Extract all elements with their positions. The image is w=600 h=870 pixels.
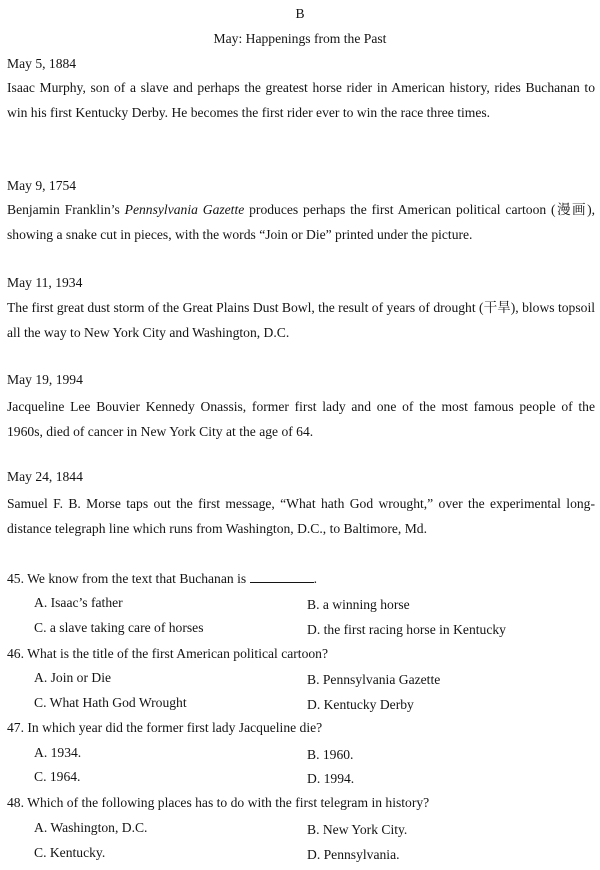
option-a[interactable]: A. Isaac’s father bbox=[34, 595, 123, 610]
question-number: 46. bbox=[7, 646, 24, 661]
option-d[interactable]: D. Kentucky Derby bbox=[307, 697, 414, 712]
question-48 bbox=[7, 795, 429, 811]
option-c[interactable]: C. What Hath God Wrought bbox=[34, 695, 187, 710]
option-a[interactable]: A. 1934. bbox=[34, 745, 82, 760]
section-letter: B bbox=[295, 6, 305, 21]
entry-date: May 5, 1884 bbox=[7, 56, 77, 71]
entry-text: Jacqueline Lee Bouvier Kennedy Onassis, former first lady and one of the most famous people of the 1960s, died of cancer in New York City at the age of 64. bbox=[7, 399, 595, 439]
question-stem: We know from the text that Buchanan is bbox=[27, 571, 247, 586]
passage-title: May: Happenings from the Past bbox=[213, 31, 387, 46]
option-d[interactable]: D. the first racing horse in Kentucky bbox=[307, 622, 506, 637]
question-stem-end: . bbox=[313, 571, 317, 586]
question-stem: Which of the following places has to do with the first telegram in history? bbox=[27, 795, 430, 810]
question-stem: In which year did the former first lady Jacqueline die? bbox=[27, 720, 323, 735]
question-number: 45. bbox=[7, 571, 24, 586]
option-b[interactable]: B. 1960. bbox=[307, 747, 354, 762]
entry-text: Samuel F. B. Morse taps out the first message, “What hath God wrought,” over the experimental long-distance telegraph line which runs from Washington, D.C., to Baltimore, Md. bbox=[7, 496, 595, 536]
option-b[interactable]: B. New York City. bbox=[307, 822, 408, 837]
entry-text bbox=[7, 198, 595, 247]
question-stem: What is the title of the first American political cartoon? bbox=[27, 646, 329, 661]
entry-text-part: Benjamin Franklin’s bbox=[7, 202, 125, 217]
entry-text-part: produces perhaps the first American political cartoon (漫画), showing a snake cut in pieces, with the words “Join or Die” printed under the picture. bbox=[7, 202, 595, 242]
question-46 bbox=[7, 646, 328, 662]
entry-date: May 19, 1994 bbox=[7, 372, 83, 387]
entry-date: May 11, 1934 bbox=[7, 275, 83, 290]
option-b[interactable]: B. Pennsylvania Gazette bbox=[307, 672, 441, 687]
option-a[interactable]: A. Washington, D.C. bbox=[34, 820, 148, 835]
option-a[interactable]: A. Join or Die bbox=[34, 670, 112, 685]
entry-date: May 24, 1844 bbox=[7, 469, 83, 484]
option-c[interactable]: C. 1964. bbox=[34, 769, 81, 784]
entry-date: May 9, 1754 bbox=[7, 178, 77, 193]
entry-text: Isaac Murphy, son of a slave and perhaps the greatest horse rider in American history, rides Buchanan to win his first Kentucky Derby. He becomes the first rider ever to win the race three times. bbox=[7, 80, 595, 120]
answer-blank[interactable] bbox=[250, 570, 314, 583]
option-d[interactable]: D. Pennsylvania. bbox=[307, 847, 400, 862]
newspaper-title: Pennsylvania Gazette bbox=[124, 202, 245, 217]
question-number: 48. bbox=[7, 795, 24, 810]
option-b[interactable]: B. a winning horse bbox=[307, 597, 410, 612]
question-number: 47. bbox=[7, 720, 24, 735]
option-c[interactable]: C. a slave taking care of horses bbox=[34, 620, 204, 635]
option-c[interactable]: C. Kentucky. bbox=[34, 845, 106, 860]
entry-text: The first great dust storm of the Great Plains Dust Bowl, the result of years of drought (干旱), blows topsoil all the way to New York City and Washington, D.C. bbox=[7, 300, 595, 340]
question-47 bbox=[7, 720, 322, 736]
option-d[interactable]: D. 1994. bbox=[307, 771, 355, 786]
question-45 bbox=[7, 570, 317, 587]
